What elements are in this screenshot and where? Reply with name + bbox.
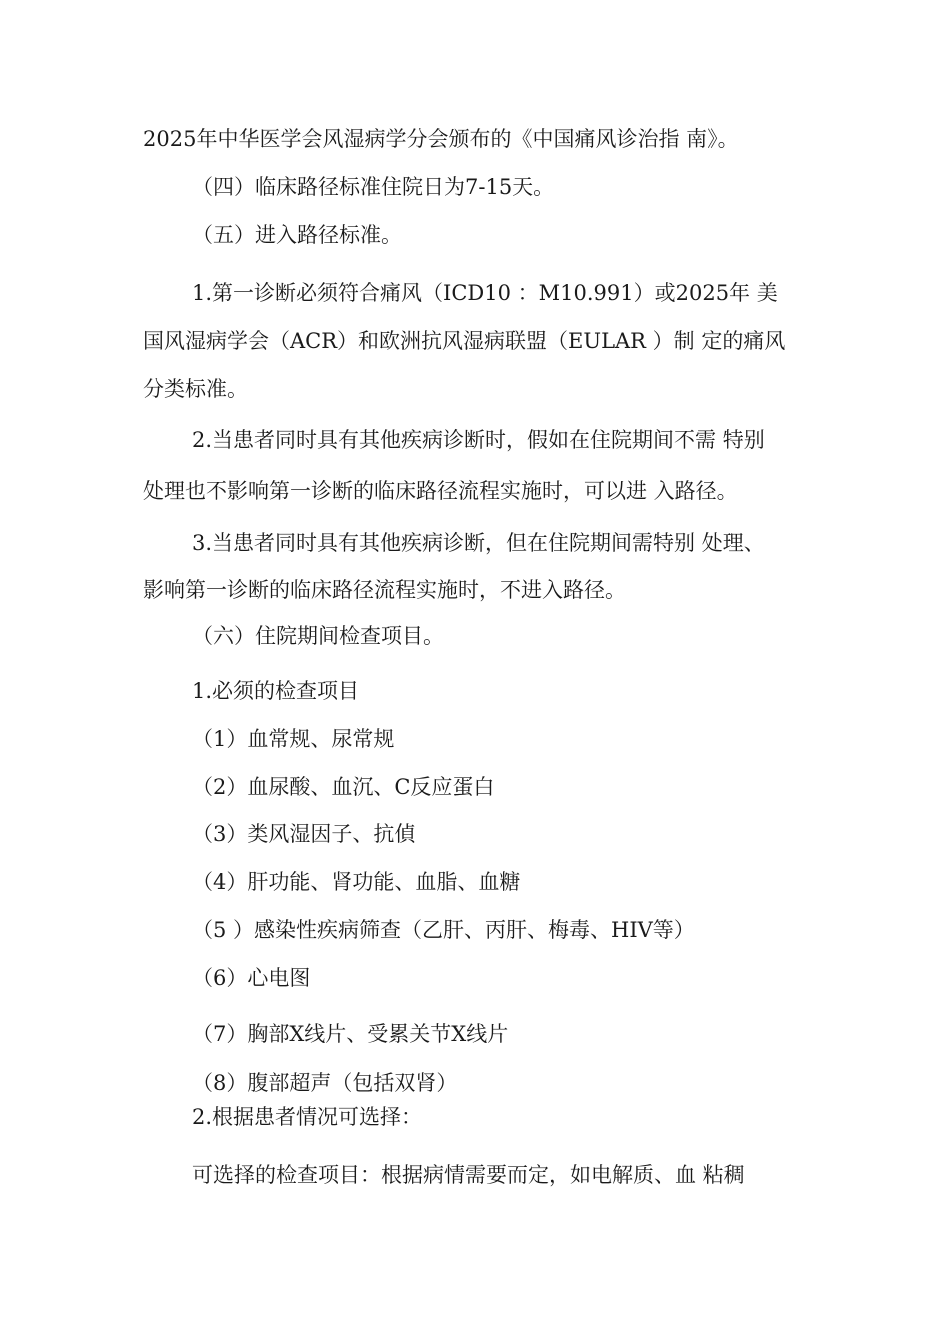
text-line: （8）腹部超声（包括双肾） xyxy=(192,1071,458,1095)
text-line: （4）肝功能、肾功能、血脂、血糖 xyxy=(192,870,521,894)
text-line: 1.第一诊断必须符合痛风（ICD10 ：M10.991）或2025年 美 xyxy=(192,281,778,305)
text-line: 3.当患者同时具有其他疾病诊断，但在住院期间需特别 处理、 xyxy=(192,531,765,555)
text-line: 2025年中华医学会风湿病学分会颁布的《中国痛风诊治指 南》。 xyxy=(143,127,739,151)
text-line: 分类标准。 xyxy=(143,377,248,401)
text-line: （2）血尿酸、血沉、C反应蛋白 xyxy=(192,775,495,799)
text-line: 1.必须的检查项目 xyxy=(192,679,360,703)
text-line: （7）胸部X线片、受累关节X线片 xyxy=(192,1022,509,1046)
text-line: 可选择的检查项目：根据病情需要而定，如电解质、血 粘稠 xyxy=(192,1163,745,1187)
text-line: （3）类风湿因子、抗偵 xyxy=(192,822,416,846)
text-line: 国风湿病学会（ACR）和欧洲抗风湿病联盟（EULAR ）制 定的痛风 xyxy=(143,329,786,353)
text-line: （四）临床路径标准住院日为7-15天。 xyxy=(192,175,555,199)
text-line: 处理也不影响第一诊断的临床路径流程实施时，可以进 入路径。 xyxy=(143,479,738,503)
text-line: 影响第一诊断的临床路径流程实施时，不进入路径。 xyxy=(143,578,626,602)
text-line: （五）进入路径标准。 xyxy=(192,223,402,247)
text-line: （六）住院期间检查项目。 xyxy=(192,624,444,648)
text-line: 2.当患者同时具有其他疾病诊断时，假如在住院期间不需 特别 xyxy=(192,428,765,452)
text-line: （5 ）感染性疾病筛查（乙肝、丙肝、梅毒、HIV等） xyxy=(192,918,695,942)
text-line: 2.根据患者情况可选择： xyxy=(192,1105,423,1129)
text-line: （6）心电图 xyxy=(192,966,311,990)
text-line: （1）血常规、尿常规 xyxy=(192,727,395,751)
